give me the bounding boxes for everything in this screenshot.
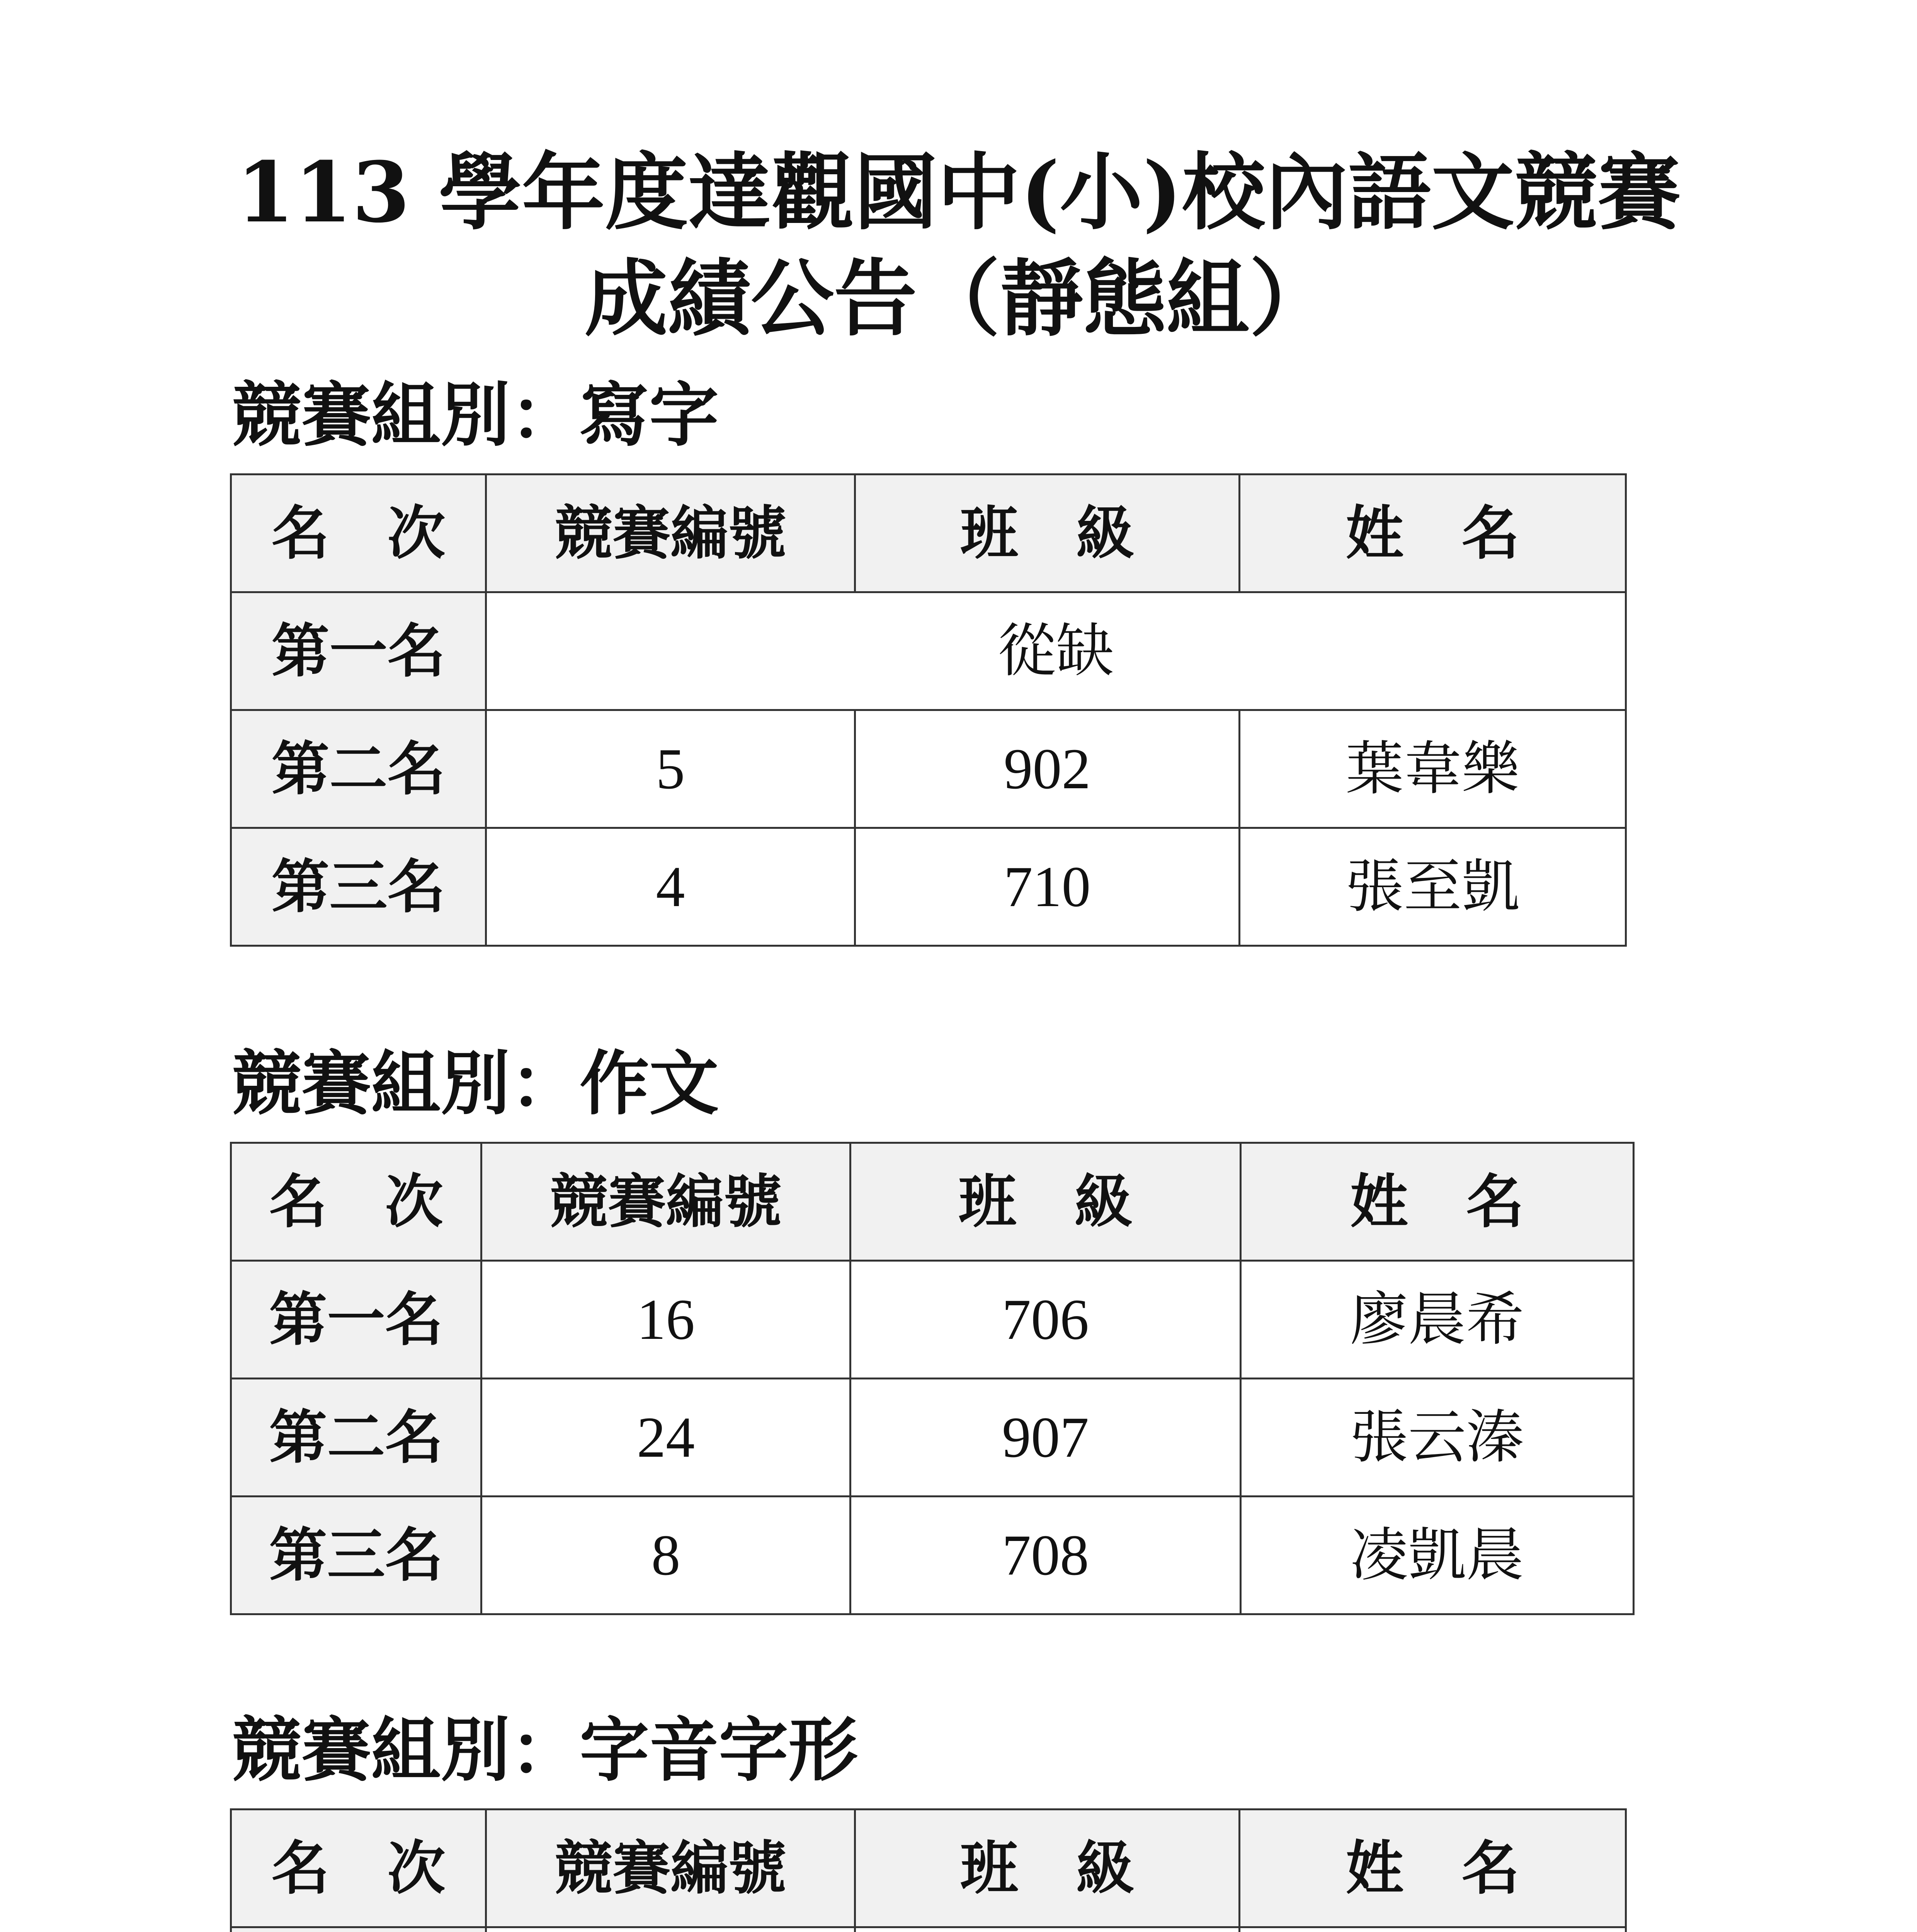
page-subtitle: 成績公告（靜態組）: [585, 250, 1332, 347]
results-table-composition: [230, 1142, 1635, 1615]
class-cell: 710: [855, 828, 1240, 946]
name-cell: 廖晨希: [1241, 1261, 1634, 1379]
entry-no-cell: 5: [486, 710, 855, 828]
rank-cell: [231, 1927, 486, 1932]
class-cell: 907: [850, 1379, 1241, 1497]
class-cell: [855, 1927, 1240, 1932]
class-cell: 706: [850, 1261, 1241, 1379]
header-class: 班 級: [855, 474, 1240, 592]
entry-no-cell: 16: [481, 1261, 850, 1379]
rank-cell: 第二名: [231, 710, 486, 828]
header-rank: 名 次: [231, 474, 486, 592]
name-cell: 張至凱: [1240, 828, 1626, 946]
name-cell: 張云溱: [1241, 1379, 1634, 1497]
header-entry-no: 競賽編號: [481, 1143, 850, 1261]
header-name: 姓 名: [1240, 1810, 1626, 1927]
vacancy-cell: 從缺: [486, 592, 1626, 710]
table-row: [231, 1379, 1634, 1497]
table-header-row: [231, 1143, 1634, 1261]
table-row: [231, 1927, 1626, 1932]
table-row: [231, 710, 1626, 828]
rank-cell: 第一名: [231, 592, 486, 710]
class-cell: 708: [850, 1497, 1241, 1614]
section-label-writing: 競賽組別：寫字: [232, 374, 719, 456]
table-row: [231, 1261, 1634, 1379]
table-row: [231, 1497, 1634, 1614]
name-cell: [1240, 1927, 1626, 1932]
header-name: 姓 名: [1241, 1143, 1634, 1261]
header-entry-no: 競賽編號: [486, 474, 855, 592]
entry-no-cell: 24: [481, 1379, 850, 1497]
rank-cell: 第二名: [231, 1379, 481, 1497]
table-header-row: [231, 474, 1626, 592]
rank-cell: 第三名: [231, 828, 486, 946]
header-rank: 名 次: [231, 1143, 481, 1261]
rank-cell: 第三名: [231, 1497, 481, 1614]
table-row: [231, 592, 1626, 710]
header-rank: 名 次: [231, 1810, 486, 1927]
table-row: [231, 828, 1626, 946]
header-entry-no: 競賽編號: [486, 1810, 855, 1927]
name-cell: 葉韋樂: [1240, 710, 1626, 828]
name-cell: 凌凱晨: [1241, 1497, 1634, 1614]
results-table-writing: [230, 473, 1627, 947]
header-class: 班 級: [850, 1143, 1241, 1261]
entry-no-cell: 4: [486, 828, 855, 946]
section-label-pronunciation: 競賽組別：字音字形: [232, 1709, 858, 1791]
table-header-row: [231, 1810, 1626, 1927]
rank-cell: 第一名: [231, 1261, 481, 1379]
page-title: 113 學年度達觀國中(小)校內語文競賽: [236, 143, 1681, 241]
header-name: 姓 名: [1240, 474, 1626, 592]
entry-no-cell: 8: [481, 1497, 850, 1614]
section-label-composition: 競賽組別：作文: [232, 1043, 719, 1124]
class-cell: 902: [855, 710, 1240, 828]
header-class: 班 級: [855, 1810, 1240, 1927]
results-table-pronunciation: [230, 1808, 1627, 1932]
entry-no-cell: [486, 1927, 855, 1932]
